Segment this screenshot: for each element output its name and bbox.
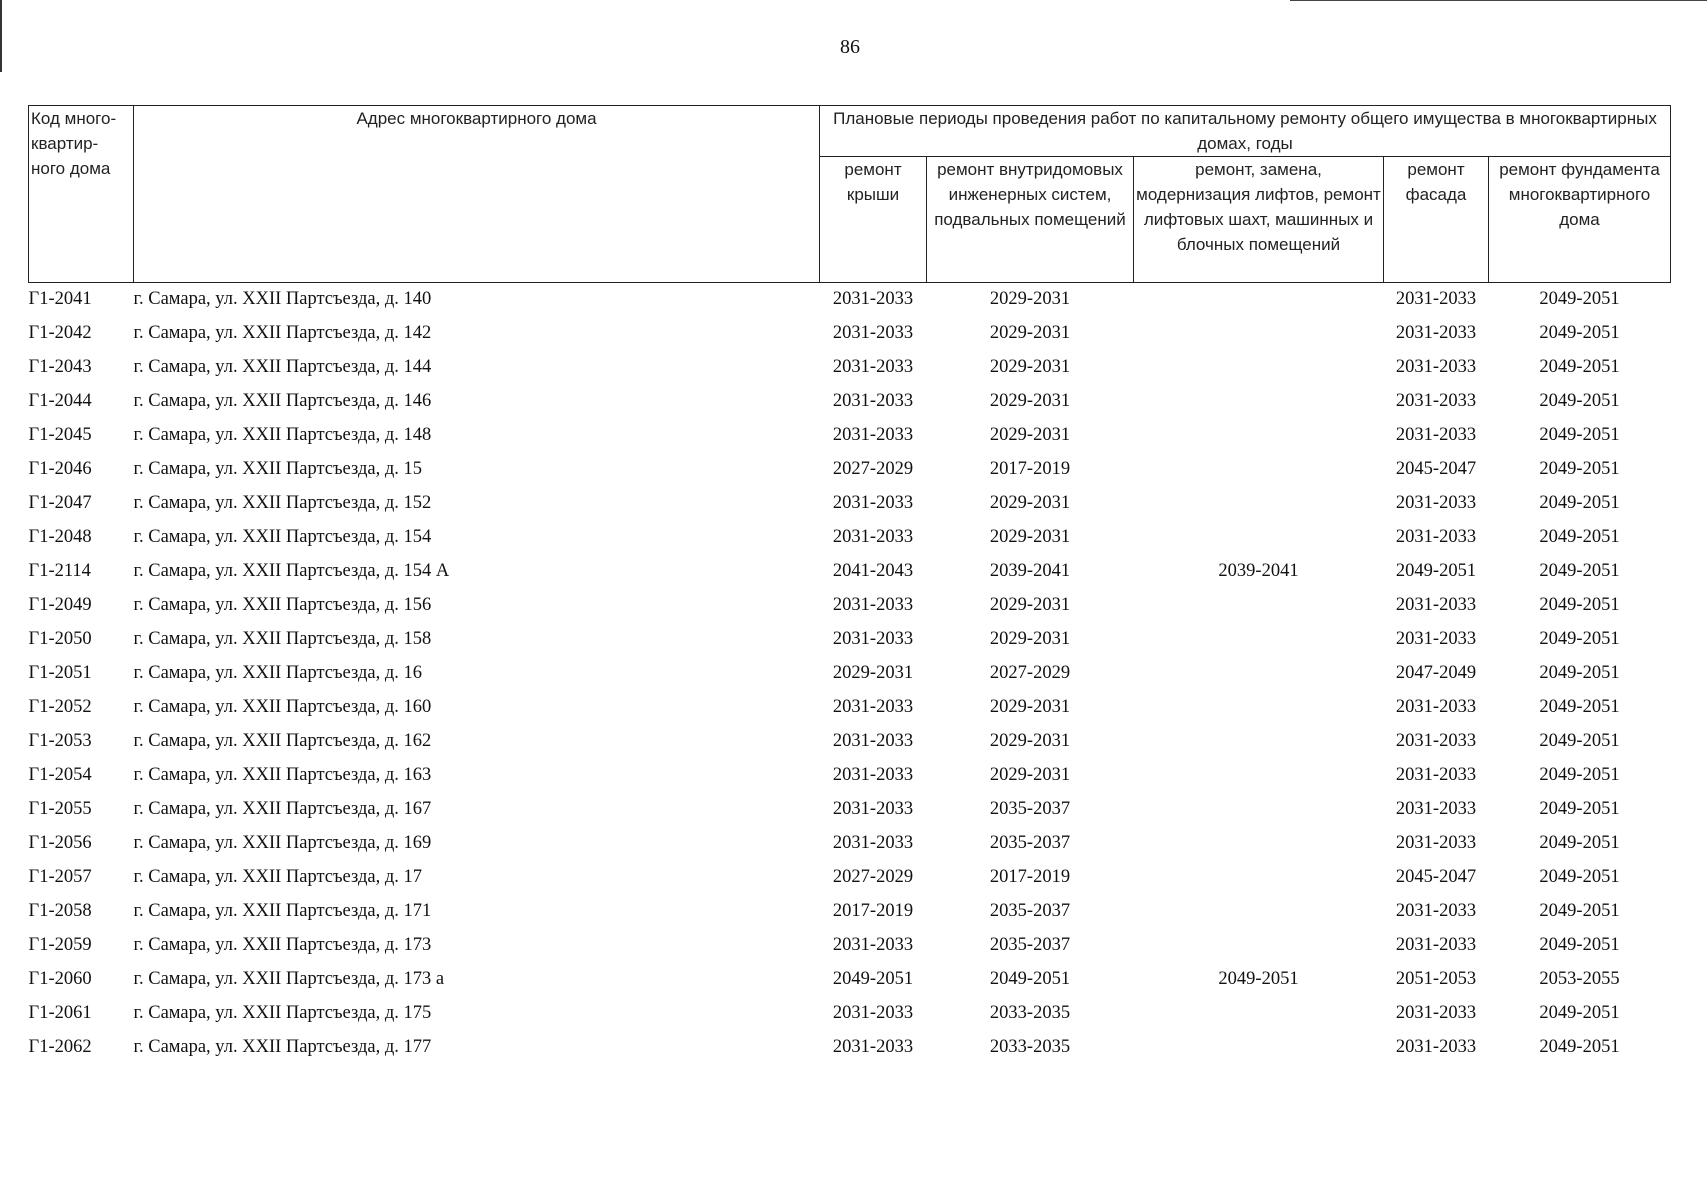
table-row — [29, 521, 1671, 555]
house-address: г. Самара, ул. XXII Партсъезда, д. 156 — [133, 595, 432, 616]
house-address: г. Самара, ул. XXII Партсъезда, д. 17 — [133, 867, 423, 888]
lifts-period — [1134, 997, 1384, 1031]
foundation-period: 2049-2051 — [1539, 527, 1620, 548]
facade-period: 2031-2033 — [1395, 527, 1477, 548]
roof-period: 2031-2033 — [832, 1003, 914, 1024]
lifts-period — [1134, 691, 1384, 725]
roof-period: 2031-2033 — [832, 697, 914, 718]
table-row — [29, 759, 1671, 793]
foundation-period: 2049-2051 — [1539, 867, 1620, 888]
lifts-period — [1134, 283, 1384, 318]
house-address: г. Самара, ул. XXII Партсъезда, д. 175 — [133, 1003, 432, 1024]
facade-period: 2031-2033 — [1395, 935, 1477, 956]
house-code: Г1-2049 — [28, 595, 92, 616]
roof-period: 2031-2033 — [832, 799, 914, 820]
house-address: г. Самара, ул. XXII Партсъезда, д. 140 — [133, 289, 432, 310]
facade-period: 2051-2053 — [1395, 969, 1477, 990]
roof-period: 2031-2033 — [832, 289, 914, 310]
table-row — [29, 895, 1671, 929]
foundation-period: 2049-2051 — [1539, 357, 1620, 378]
header-code: Код много-квартир-ного дома — [29, 106, 134, 283]
systems-period: 2035-2037 — [989, 935, 1071, 956]
lifts-period — [1134, 861, 1384, 895]
facade-period: 2031-2033 — [1395, 391, 1477, 412]
table-row — [29, 793, 1671, 827]
systems-period: 2029-2031 — [989, 527, 1071, 548]
page-number: 86 — [840, 36, 860, 58]
systems-period: 2029-2031 — [989, 697, 1071, 718]
lifts-period — [1134, 521, 1384, 555]
house-address: г. Самара, ул. XXII Партсъезда, д. 171 — [133, 901, 432, 922]
foundation-period: 2049-2051 — [1539, 731, 1620, 752]
roof-period: 2029-2031 — [832, 663, 914, 684]
house-address: г. Самара, ул. XXII Партсъезда, д. 15 — [133, 459, 423, 480]
systems-period: 2029-2031 — [989, 357, 1071, 378]
house-code: Г1-2055 — [28, 799, 92, 820]
house-code: Г1-2043 — [28, 357, 92, 378]
systems-period: 2029-2031 — [989, 629, 1071, 650]
roof-period: 2027-2029 — [832, 867, 914, 888]
house-code: Г1-2047 — [28, 493, 92, 514]
house-address: г. Самара, ул. XXII Партсъезда, д. 152 — [133, 493, 432, 514]
roof-period: 2031-2033 — [832, 731, 914, 752]
house-address: г. Самара, ул. XXII Партсъезда, д. 16 — [133, 663, 423, 684]
systems-period: 2049-2051 — [989, 969, 1071, 990]
facade-period: 2031-2033 — [1395, 357, 1477, 378]
foundation-period: 2049-2051 — [1539, 697, 1620, 718]
house-code: Г1-2056 — [28, 833, 92, 854]
facade-period: 2045-2047 — [1395, 459, 1477, 480]
header-foundation: ремонт фундамента многоквартирного дома — [1489, 157, 1671, 283]
lifts-period: 2049-2051 — [1218, 969, 1299, 990]
table-row — [29, 487, 1671, 521]
lifts-period — [1134, 895, 1384, 929]
foundation-period: 2049-2051 — [1539, 833, 1620, 854]
house-code: Г1-2044 — [28, 391, 92, 412]
systems-period: 2029-2031 — [989, 391, 1071, 412]
facade-period: 2031-2033 — [1395, 595, 1477, 616]
header-systems: ремонт внутридомовых инженерных систем, подвальных помещений — [927, 157, 1134, 283]
lifts-period — [1134, 929, 1384, 963]
roof-period: 2049-2051 — [832, 969, 914, 990]
facade-period: 2031-2033 — [1395, 901, 1477, 922]
facade-period: 2031-2033 — [1395, 765, 1477, 786]
foundation-period: 2053-2055 — [1539, 969, 1620, 990]
facade-period: 2031-2033 — [1395, 425, 1477, 446]
roof-period: 2017-2019 — [832, 901, 914, 922]
lifts-period — [1134, 793, 1384, 827]
house-code: Г1-2059 — [28, 935, 92, 956]
facade-period: 2031-2033 — [1395, 629, 1477, 650]
lifts-period — [1134, 623, 1384, 657]
roof-period: 2031-2033 — [832, 595, 914, 616]
facade-period: 2031-2033 — [1395, 799, 1477, 820]
facade-period: 2031-2033 — [1395, 1003, 1477, 1024]
table-row — [29, 657, 1671, 691]
house-address: г. Самара, ул. XXII Партсъезда, д. 177 — [133, 1037, 432, 1058]
table-row — [29, 317, 1671, 351]
systems-period: 2033-2035 — [989, 1003, 1071, 1024]
foundation-period: 2049-2051 — [1539, 595, 1620, 616]
header-address: Адрес многоквартирного дома — [134, 106, 820, 283]
table-body — [29, 283, 1671, 1066]
facade-period: 2031-2033 — [1395, 1037, 1477, 1058]
table-row — [29, 929, 1671, 963]
house-address: г. Самара, ул. XXII Партсъезда, д. 144 — [133, 357, 432, 378]
house-address: г. Самара, ул. XXII Партсъезда, д. 146 — [133, 391, 432, 412]
facade-period: 2047-2049 — [1395, 663, 1477, 684]
house-code: Г1-2057 — [28, 867, 92, 888]
systems-period: 2029-2031 — [989, 595, 1071, 616]
house-address: г. Самара, ул. XXII Партсъезда, д. 163 — [133, 765, 432, 786]
lifts-period — [1134, 759, 1384, 793]
capital-repair-table — [28, 105, 1671, 1065]
foundation-period: 2049-2051 — [1539, 493, 1620, 514]
roof-period: 2027-2029 — [832, 459, 914, 480]
table-row — [29, 419, 1671, 453]
house-code: Г1-2041 — [28, 289, 92, 310]
roof-period: 2031-2033 — [832, 357, 914, 378]
foundation-period: 2049-2051 — [1539, 663, 1620, 684]
roof-period: 2031-2033 — [832, 765, 914, 786]
house-address: г. Самара, ул. XXII Партсъезда, д. 162 — [133, 731, 432, 752]
roof-period: 2031-2033 — [832, 425, 914, 446]
house-address: г. Самара, ул. XXII Партсъезда, д. 160 — [133, 697, 432, 718]
house-address: г. Самара, ул. XXII Партсъезда, д. 169 — [133, 833, 432, 854]
table-row — [29, 589, 1671, 623]
table-row — [29, 453, 1671, 487]
house-address: г. Самара, ул. XXII Партсъезда, д. 142 — [133, 323, 432, 344]
facade-period: 2049-2051 — [1395, 561, 1477, 582]
table-row — [29, 351, 1671, 385]
house-code: Г1-2053 — [28, 731, 92, 752]
facade-period: 2031-2033 — [1395, 289, 1477, 310]
foundation-period: 2049-2051 — [1539, 799, 1620, 820]
lifts-period — [1134, 657, 1384, 691]
foundation-period: 2049-2051 — [1539, 323, 1620, 344]
systems-period: 2035-2037 — [989, 833, 1071, 854]
table-row — [29, 385, 1671, 419]
header-lifts: ремонт, замена, модернизация лифтов, ремонт лифтовых шахт, машинных и блочных помещений — [1134, 157, 1384, 283]
systems-period: 2035-2037 — [989, 901, 1071, 922]
header-roof: ремонт крыши — [820, 157, 927, 283]
roof-period: 2031-2033 — [832, 935, 914, 956]
house-address: г. Самара, ул. XXII Партсъезда, д. 154 — [133, 527, 432, 548]
house-address: г. Самара, ул. XXII Партсъезда, д. 158 — [133, 629, 432, 650]
table-row — [29, 1031, 1671, 1065]
systems-period: 2039-2041 — [989, 561, 1071, 582]
lifts-period: 2039-2041 — [1218, 561, 1299, 582]
house-address: г. Самара, ул. XXII Партсъезда, д. 173 — [133, 935, 432, 956]
systems-period: 2029-2031 — [989, 765, 1071, 786]
header-periods: Плановые периоды проведения работ по капитальному ремонту общего имущества в многоквартирных домах, годы — [820, 106, 1671, 157]
house-code: Г1-2051 — [28, 663, 92, 684]
lifts-period — [1134, 1031, 1384, 1065]
systems-period: 2029-2031 — [989, 289, 1071, 310]
foundation-period: 2049-2051 — [1539, 459, 1620, 480]
facade-period: 2045-2047 — [1395, 867, 1477, 888]
facade-period: 2031-2033 — [1395, 697, 1477, 718]
table-row — [29, 861, 1671, 895]
roof-period: 2031-2033 — [832, 493, 914, 514]
house-code: Г1-2060 — [28, 969, 92, 990]
lifts-period — [1134, 317, 1384, 351]
house-code: Г1-2048 — [28, 527, 92, 548]
roof-period: 2031-2033 — [832, 391, 914, 412]
foundation-period: 2049-2051 — [1539, 561, 1620, 582]
systems-period: 2029-2031 — [989, 323, 1071, 344]
roof-period: 2031-2033 — [832, 323, 914, 344]
facade-period: 2031-2033 — [1395, 731, 1477, 752]
header-facade: ремонт фасада — [1384, 157, 1489, 283]
foundation-period: 2049-2051 — [1539, 289, 1620, 310]
house-code: Г1-2052 — [28, 697, 92, 718]
house-address: г. Самара, ул. XXII Партсъезда, д. 167 — [133, 799, 432, 820]
roof-period: 2031-2033 — [832, 527, 914, 548]
table-row — [29, 827, 1671, 861]
facade-period: 2031-2033 — [1395, 833, 1477, 854]
systems-period: 2017-2019 — [989, 867, 1071, 888]
house-address: г. Самара, ул. XXII Партсъезда, д. 154 А — [133, 561, 450, 582]
house-code: Г1-2114 — [28, 561, 91, 582]
foundation-period: 2049-2051 — [1539, 935, 1620, 956]
house-code: Г1-2054 — [28, 765, 92, 786]
table-row — [29, 963, 1671, 997]
facade-period: 2031-2033 — [1395, 493, 1477, 514]
foundation-period: 2049-2051 — [1539, 901, 1620, 922]
systems-period: 2027-2029 — [989, 663, 1071, 684]
roof-period: 2041-2043 — [832, 561, 914, 582]
facade-period: 2031-2033 — [1395, 323, 1477, 344]
house-code: Г1-2042 — [28, 323, 92, 344]
lifts-period — [1134, 487, 1384, 521]
scan-edge-top — [1290, 0, 1707, 1]
house-code: Г1-2046 — [28, 459, 92, 480]
foundation-period: 2049-2051 — [1539, 629, 1620, 650]
foundation-period: 2049-2051 — [1539, 765, 1620, 786]
foundation-period: 2049-2051 — [1539, 391, 1620, 412]
house-code: Г1-2058 — [28, 901, 92, 922]
house-address: г. Самара, ул. XXII Партсъезда, д. 148 — [133, 425, 432, 446]
systems-period: 2033-2035 — [989, 1037, 1071, 1058]
foundation-period: 2049-2051 — [1539, 425, 1620, 446]
house-code: Г1-2050 — [28, 629, 92, 650]
lifts-period — [1134, 725, 1384, 759]
table-row — [29, 691, 1671, 725]
systems-period: 2029-2031 — [989, 493, 1071, 514]
table-row — [29, 725, 1671, 759]
table-row — [29, 555, 1671, 589]
table-row — [29, 283, 1671, 318]
house-address: г. Самара, ул. XXII Партсъезда, д. 173 а — [133, 969, 445, 990]
lifts-period — [1134, 385, 1384, 419]
lifts-period — [1134, 453, 1384, 487]
systems-period: 2017-2019 — [989, 459, 1071, 480]
house-code: Г1-2045 — [28, 425, 92, 446]
roof-period: 2031-2033 — [832, 629, 914, 650]
lifts-period — [1134, 827, 1384, 861]
systems-period: 2029-2031 — [989, 731, 1071, 752]
systems-period: 2029-2031 — [989, 425, 1071, 446]
table-header — [29, 106, 1671, 283]
roof-period: 2031-2033 — [832, 833, 914, 854]
table-row — [29, 997, 1671, 1031]
lifts-period — [1134, 351, 1384, 385]
systems-period: 2035-2037 — [989, 799, 1071, 820]
lifts-period — [1134, 419, 1384, 453]
table-row — [29, 623, 1671, 657]
lifts-period — [1134, 589, 1384, 623]
house-code: Г1-2062 — [28, 1037, 92, 1058]
roof-period: 2031-2033 — [832, 1037, 914, 1058]
foundation-period: 2049-2051 — [1539, 1037, 1620, 1058]
house-code: Г1-2061 — [28, 1003, 92, 1024]
foundation-period: 2049-2051 — [1539, 1003, 1620, 1024]
